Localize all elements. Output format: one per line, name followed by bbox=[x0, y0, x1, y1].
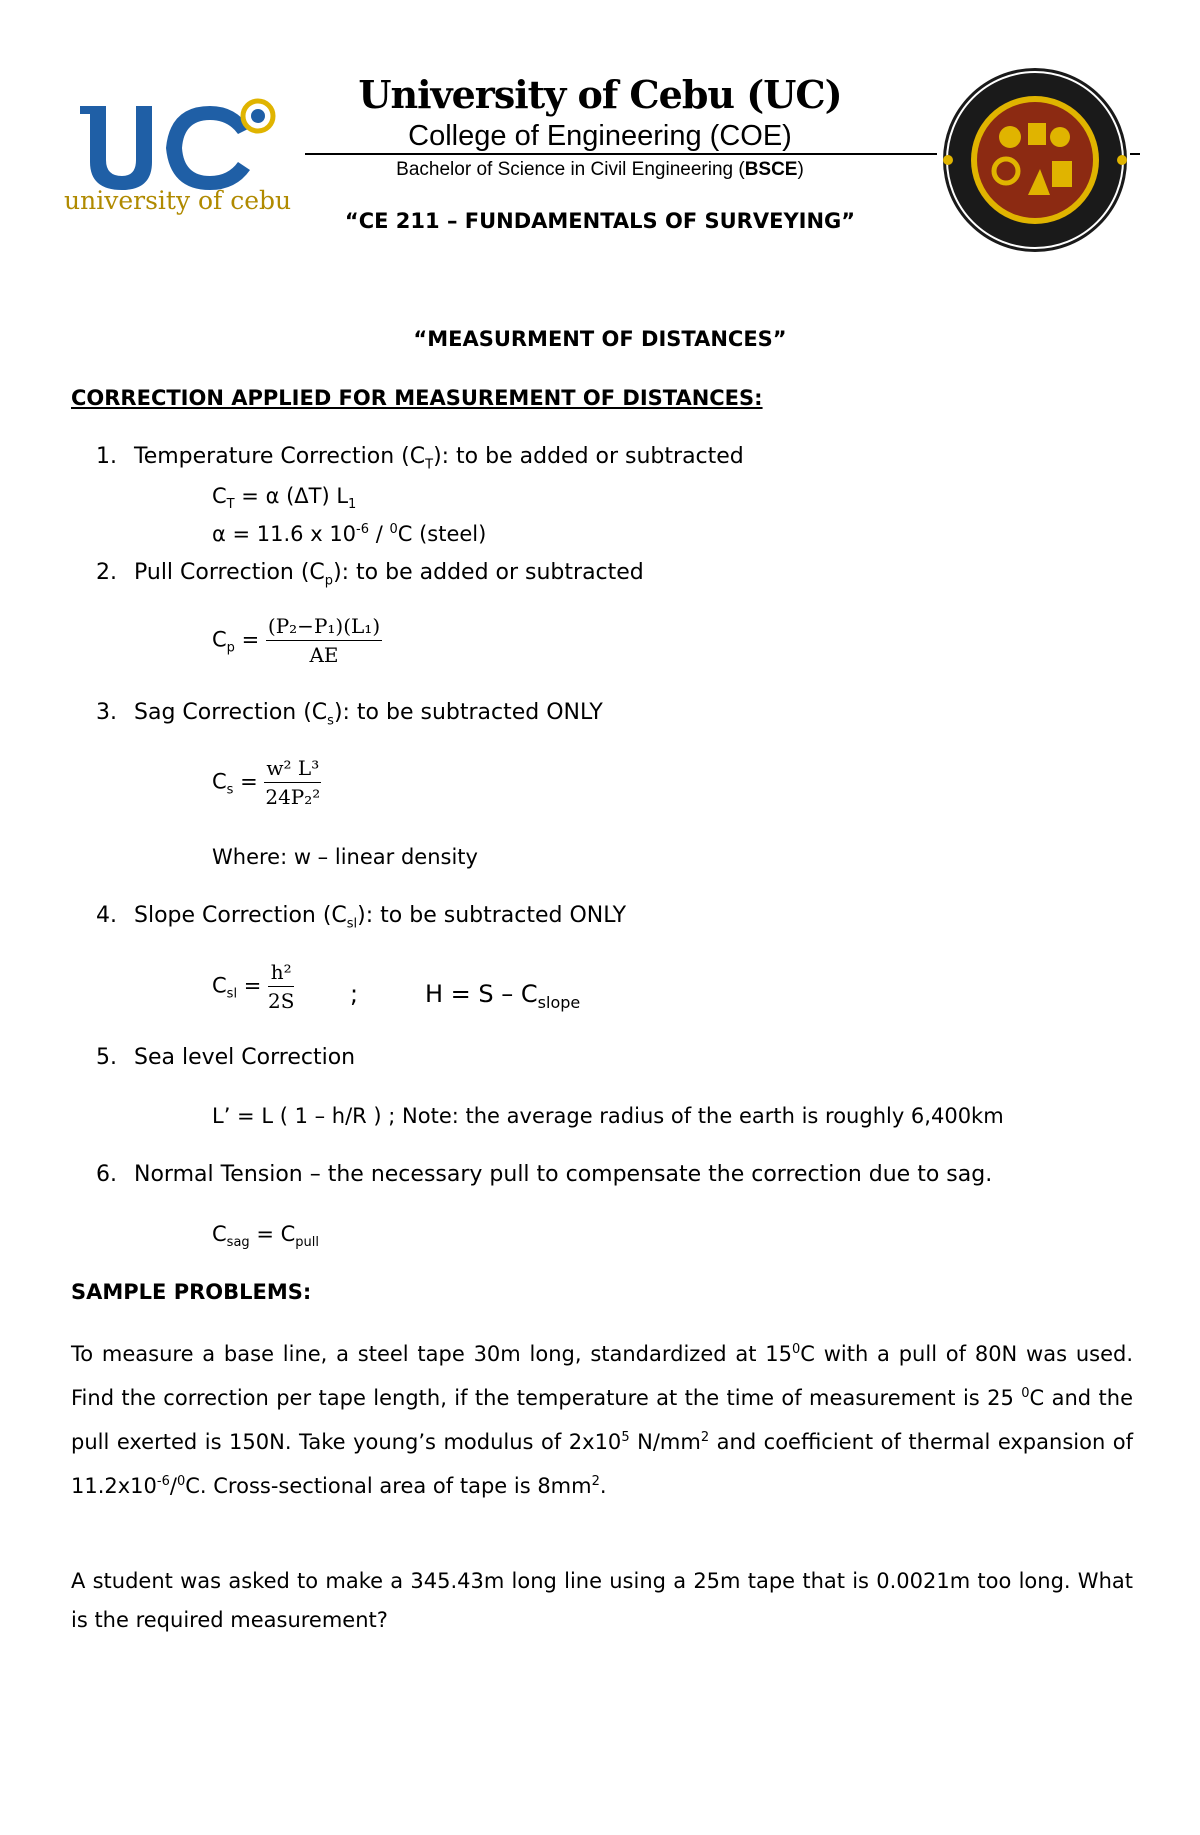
course-title: “CE 211 – FUNDAMENTALS OF SURVEYING” bbox=[344, 209, 856, 233]
item-rest: ): to be subtracted ONLY bbox=[333, 700, 603, 725]
formula-text: = C bbox=[249, 1222, 296, 1246]
formula-sag bbox=[212, 756, 321, 809]
fraction bbox=[264, 756, 321, 809]
item-label: Pull Correction (C bbox=[134, 560, 325, 585]
item-number: 3. bbox=[96, 700, 117, 725]
uc-logo bbox=[60, 92, 310, 222]
denominator: 24P₂² bbox=[265, 785, 321, 809]
item-number: 4. bbox=[96, 903, 117, 928]
sample-problem-2: A student was asked to make a 345.43m long line using a 25m tape that is 0.0021m too long. What is the required measurement? bbox=[71, 1569, 1133, 1632]
program-abbr: BSCE bbox=[744, 159, 798, 180]
formula-alpha bbox=[212, 522, 486, 546]
formula-text: C bbox=[212, 484, 227, 508]
slope-separator: ; bbox=[350, 980, 359, 1008]
item-rest: ): to be added or subtracted bbox=[433, 444, 744, 469]
correction-item-2 bbox=[96, 560, 644, 588]
fraction bbox=[268, 960, 294, 1013]
formula-text: C bbox=[212, 769, 227, 794]
item-label: Temperature Correction (C bbox=[134, 444, 426, 469]
item-sub: T bbox=[425, 457, 434, 473]
coe-seal-graphic bbox=[940, 65, 1130, 255]
item-sub: sl bbox=[346, 916, 358, 932]
correction-item-6 bbox=[96, 1162, 992, 1187]
formula-text: = α (ΔT) L bbox=[234, 484, 349, 508]
header-rule-tail bbox=[1130, 153, 1140, 155]
formula-sub: 1 bbox=[348, 497, 357, 513]
formula-sea-level: L’ = L ( 1 – h/R ) ; Note: the average radius of the earth is roughly 6,400km bbox=[212, 1104, 1004, 1128]
coe-seal bbox=[940, 65, 1130, 255]
formula-pull bbox=[212, 614, 382, 667]
sag-where-note: Where: w – linear density bbox=[212, 845, 478, 869]
problem-text: N/mm bbox=[629, 1430, 701, 1454]
formula-slope bbox=[212, 960, 294, 1013]
problem-sup: 2 bbox=[700, 1430, 710, 1445]
correction-item-4 bbox=[96, 903, 626, 931]
formula-text: = bbox=[234, 627, 260, 652]
item-number: 2. bbox=[96, 560, 117, 585]
denominator: AE bbox=[309, 643, 339, 667]
formula-text: C bbox=[212, 1222, 227, 1246]
problem-text: To measure a base line, a steel tape 30m long, standardized at 15 bbox=[71, 1342, 792, 1366]
formula-text: C bbox=[212, 627, 227, 652]
college-name: College of Engineering (COE) bbox=[408, 120, 792, 152]
problem-sup: 0 bbox=[791, 1342, 801, 1357]
item-number: 5. bbox=[96, 1045, 117, 1070]
formula-sub: sl bbox=[226, 986, 238, 1002]
numerator: (P₂−P₁)(L₁) bbox=[266, 614, 382, 641]
problem-sup: 2 bbox=[591, 1474, 600, 1489]
denominator: 2S bbox=[268, 989, 295, 1013]
problem-sup: 5 bbox=[621, 1430, 630, 1445]
formula-text: C (steel) bbox=[397, 522, 487, 546]
uc-logo-wordmark: university of cebu bbox=[64, 186, 292, 215]
numerator: h² bbox=[268, 960, 294, 987]
problem-text: / bbox=[169, 1474, 177, 1498]
formula-sup: 0 bbox=[389, 522, 398, 537]
formula-horizontal-distance bbox=[425, 980, 580, 1012]
program-name bbox=[300, 159, 900, 181]
correction-item-3 bbox=[96, 700, 603, 728]
formula-sub: sag bbox=[226, 1235, 250, 1251]
formula-sub: s bbox=[226, 782, 234, 798]
formula-sub: slope bbox=[537, 992, 581, 1012]
formula-text: C bbox=[212, 973, 227, 998]
program-suffix: ) bbox=[797, 159, 804, 180]
problem-text: and coefficient of thermal expansion of 11.2x10 bbox=[71, 1430, 1134, 1498]
sample-problem-1 bbox=[71, 1330, 1133, 1506]
problem-text: C. Cross-sectional area of tape is 8mm bbox=[185, 1474, 592, 1498]
sample-problems-heading: SAMPLE PROBLEMS: bbox=[71, 1280, 312, 1304]
formula-text: / bbox=[369, 522, 390, 546]
problem-text: C and the pull exerted is 150N. Take young’s modulus of 2x10 bbox=[71, 1386, 1133, 1454]
header-rule bbox=[305, 153, 937, 155]
numerator: w² L³ bbox=[264, 756, 321, 783]
problem-text: . bbox=[599, 1474, 607, 1498]
correction-item-5 bbox=[96, 1045, 355, 1070]
section-heading: CORRECTION APPLIED FOR MEASUREMENT OF DISTANCES: bbox=[71, 386, 763, 410]
formula-temperature bbox=[212, 484, 356, 512]
problem-sup: 0 bbox=[1021, 1386, 1030, 1401]
problem-text: C with a pull of 80N was used. Find the correction per tape length, if the temperature at the time of measurement is 25 bbox=[71, 1342, 1134, 1410]
problem-sup: -6 bbox=[156, 1474, 170, 1489]
formula-sup: -6 bbox=[356, 522, 370, 537]
item-number: 6. bbox=[96, 1162, 117, 1187]
item-sub: p bbox=[324, 573, 334, 589]
formula-sub: p bbox=[226, 640, 235, 656]
document-title: “MEASURMENT OF DISTANCES” bbox=[413, 327, 787, 351]
formula-sub: T bbox=[226, 497, 235, 513]
item-label: Sea level Correction bbox=[134, 1045, 356, 1070]
formula-text: H = S – C bbox=[425, 980, 538, 1008]
university-name: University of Cebu (UC) bbox=[358, 72, 842, 117]
formula-text: α = 11.6 x 10 bbox=[212, 522, 357, 546]
formula-text: = bbox=[237, 973, 262, 998]
program-prefix: Bachelor of Science in Civil Engineering ( bbox=[396, 159, 745, 180]
formula-sub: pull bbox=[295, 1235, 319, 1251]
item-number: 1. bbox=[96, 444, 117, 469]
formula-text: = bbox=[233, 769, 258, 794]
problem-sup: 0 bbox=[176, 1474, 186, 1489]
item-sub: s bbox=[327, 713, 334, 729]
correction-item-1 bbox=[96, 444, 744, 472]
fraction bbox=[266, 614, 382, 667]
item-rest: ): to be added or subtracted bbox=[333, 560, 644, 585]
item-label: Normal Tension – the necessary pull to compensate the correction due to sag. bbox=[134, 1162, 993, 1187]
item-label: Sag Correction (C bbox=[134, 700, 328, 725]
item-rest: ): to be subtracted ONLY bbox=[357, 903, 627, 928]
formula-normal-tension bbox=[212, 1222, 319, 1250]
item-label: Slope Correction (C bbox=[134, 903, 347, 928]
